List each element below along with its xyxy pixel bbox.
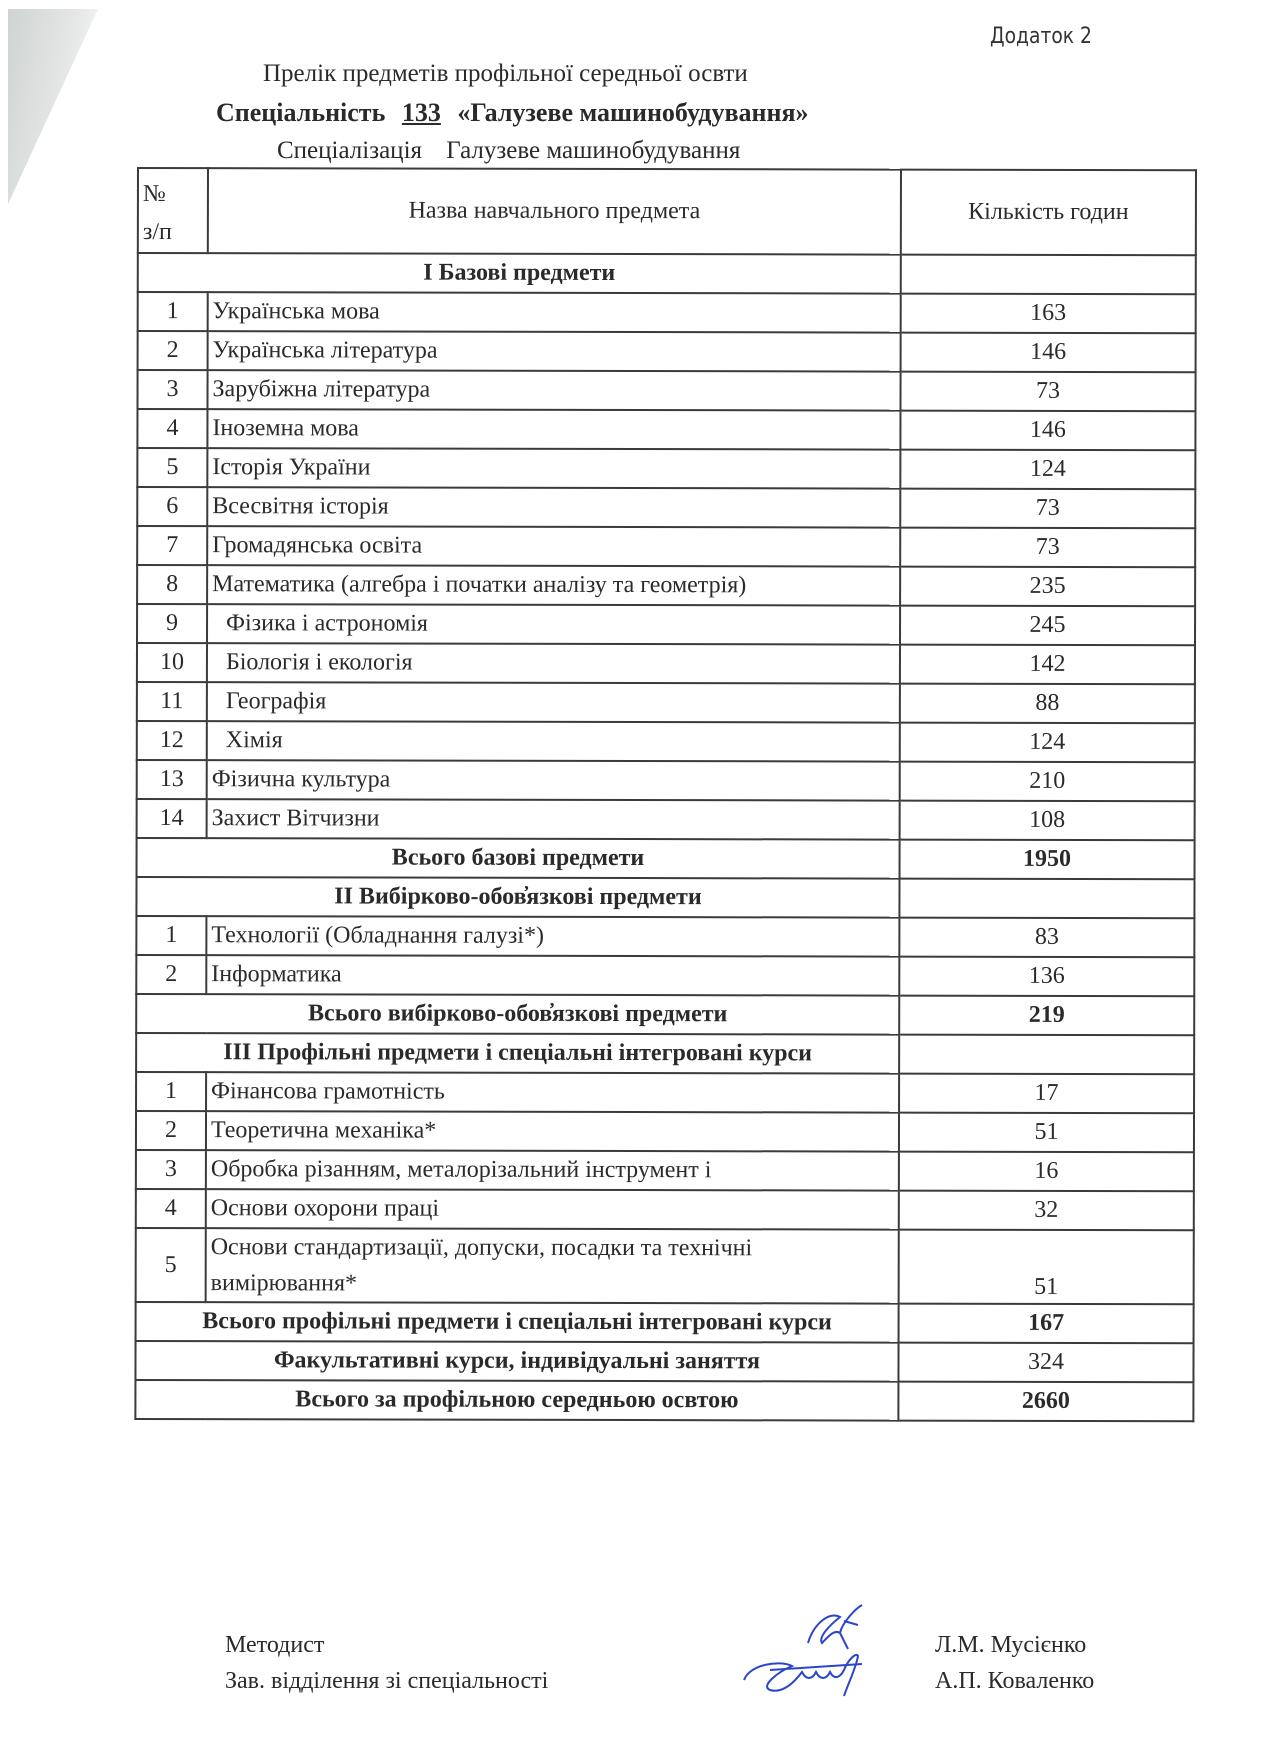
table-row: [137, 799, 1195, 840]
table-row: [136, 1228, 1194, 1304]
section-header-row: [138, 253, 1196, 294]
row-subject-name: Захист Вітчизни: [207, 799, 900, 839]
row-subject-name: Основи стандартизації, допуски, посадки та технічні вимірювання*: [206, 1228, 899, 1303]
row-subject-name: Географія: [207, 682, 900, 722]
section-title: ІІ Вибірково-обов̓язкові предмети: [136, 877, 899, 918]
electives-label: Факультативні курси, індивідуальні заняття: [135, 1341, 898, 1382]
section-total-label: Всього профільні предмети і спеціальні інтегровані курси: [136, 1302, 899, 1343]
table-row: [137, 682, 1195, 723]
table-row: [136, 955, 1194, 996]
row-subject-name: Зарубіжна література: [207, 370, 900, 410]
row-number: 7: [137, 526, 207, 565]
row-hours: 73: [900, 371, 1195, 411]
section-total-label: Всього вибірково-обов̓язкові предмети: [136, 994, 899, 1035]
row-number: 1: [136, 916, 206, 955]
row-hours: 235: [900, 566, 1195, 606]
row-hours: 124: [900, 722, 1195, 762]
table-row: [137, 604, 1195, 645]
table-row: [137, 760, 1195, 801]
document-title: Прелік предметів профільної середньої освти: [263, 60, 748, 87]
handwritten-signature-2: [740, 1650, 870, 1700]
section-total-row: [136, 994, 1194, 1035]
row-hours: 108: [900, 800, 1195, 840]
row-number: 2: [138, 331, 208, 370]
specialty-line: [216, 98, 1275, 128]
row-hours: 136: [899, 956, 1194, 996]
section-total-hours: 219: [899, 995, 1194, 1035]
specialty-name: «Галузеве машинобудування»: [457, 98, 809, 127]
table-row: [136, 1111, 1194, 1152]
row-number: 3: [137, 370, 207, 409]
row-subject-name: Українська література: [208, 331, 901, 371]
row-hours: 142: [900, 644, 1195, 684]
row-subject-name: Іноземна мова: [207, 409, 900, 449]
signatory-role: Зав. відділення зі спеціальності: [225, 1668, 549, 1694]
row-subject-name: Теоретична механіка*: [206, 1111, 899, 1151]
row-subject-name: Фізична культура: [207, 760, 900, 800]
row-hours: 163: [901, 293, 1196, 333]
row-subject-name: Біологія і екологія: [207, 643, 900, 683]
row-number: 2: [136, 955, 206, 994]
section-title: ІІІ Профільні предмети і спеціальні інтегровані курси: [136, 1033, 899, 1074]
specialization-line: [277, 137, 1275, 165]
table-row: [137, 448, 1195, 489]
signatory-name: А.П. Коваленко: [935, 1668, 1095, 1694]
row-number: 5: [136, 1228, 206, 1302]
row-number: 8: [137, 565, 207, 604]
row-number: 10: [137, 643, 207, 682]
signatory-role: Методист: [225, 1632, 325, 1658]
table-row: [138, 331, 1196, 372]
row-number: 9: [137, 604, 207, 643]
section-header-row: [136, 877, 1194, 918]
electives-hours: 324: [898, 1342, 1193, 1382]
row-hours: 32: [899, 1190, 1194, 1230]
row-number: 12: [137, 721, 207, 760]
row-hours: 83: [899, 917, 1194, 957]
section-total-row: [137, 838, 1195, 879]
row-hours: 16: [899, 1151, 1194, 1191]
empty-cell: [901, 254, 1196, 294]
row-number: 1: [138, 292, 208, 331]
row-hours: 51: [899, 1229, 1194, 1304]
row-hours: 73: [900, 527, 1195, 567]
header-number: [138, 168, 208, 253]
electives-row: [135, 1341, 1193, 1382]
signatory-name: Л.М. Мусієнко: [935, 1632, 1087, 1658]
section-total-hours: 1950: [900, 839, 1195, 879]
row-subject-name: Основи охорони праці: [206, 1189, 899, 1229]
row-hours: 245: [900, 605, 1195, 645]
table-row: [137, 409, 1195, 450]
table-row: [136, 1072, 1194, 1113]
specialty-code: 133: [401, 98, 441, 127]
row-subject-name: Фінансова грамотність: [206, 1072, 899, 1112]
row-number: 13: [137, 760, 207, 799]
row-number: 14: [137, 799, 207, 838]
table-row: [137, 526, 1195, 567]
row-hours: 146: [900, 410, 1195, 450]
grand-total-row: [135, 1380, 1193, 1421]
row-subject-name: Українська мова: [208, 292, 901, 332]
table-row: [136, 1150, 1194, 1191]
row-number: 6: [137, 487, 207, 526]
table-row: [137, 565, 1195, 606]
row-subject-name: Обробка різанням, металорізальний інструмент і: [206, 1150, 899, 1190]
row-hours: 124: [900, 449, 1195, 489]
empty-cell: [899, 878, 1194, 918]
row-hours: 17: [899, 1073, 1194, 1113]
row-subject-name: Всесвітня історія: [207, 487, 900, 527]
curriculum-table: [134, 167, 1197, 1422]
table-header-row: [138, 168, 1196, 255]
row-subject-name: Хімія: [207, 721, 900, 761]
row-number: 4: [136, 1189, 206, 1228]
table-row: [137, 370, 1195, 411]
row-number: 5: [137, 448, 207, 487]
row-subject-name: Технології (Обладнання галузі*): [206, 916, 899, 956]
page-fold-shadow: [8, 9, 98, 204]
specialty-label: Спеціальність: [216, 98, 386, 127]
row-number: 3: [136, 1150, 206, 1189]
table-row: [136, 916, 1194, 957]
row-hours: 88: [900, 683, 1195, 723]
row-hours: 146: [901, 332, 1196, 372]
row-hours: 51: [899, 1112, 1194, 1152]
specialization-label: Спеціалізація: [277, 137, 423, 164]
empty-cell: [899, 1034, 1194, 1074]
section-total-row: [136, 1302, 1194, 1343]
table-row: [137, 487, 1195, 528]
header-number-symbol: №: [142, 181, 166, 208]
grand-total-label: Всього за профільною середньою освтою: [135, 1380, 898, 1421]
section-total-hours: 167: [899, 1303, 1194, 1343]
table-row: [138, 292, 1196, 333]
row-number: 1: [136, 1072, 206, 1111]
row-hours: 73: [900, 488, 1195, 528]
row-subject-name: Математика (алгебра і початки аналізу та геометрія): [207, 565, 900, 605]
header-subject-name: Назва навчального предмета: [208, 168, 901, 254]
row-hours: 210: [900, 761, 1195, 801]
table-row: [137, 643, 1195, 684]
row-number: 2: [136, 1111, 206, 1150]
header-number-abbr: з/п: [142, 219, 172, 246]
section-title: І Базові предмети: [138, 253, 901, 294]
grand-total-hours: 2660: [898, 1381, 1193, 1421]
row-subject-name: Фізика і астрономія: [207, 604, 900, 644]
row-subject-name: Громадянська освіта: [207, 526, 900, 566]
specialization-name: Галузеве машинобудування: [446, 137, 741, 164]
header-hours: Кількість годин: [901, 170, 1196, 255]
row-subject-name: Інформатика: [206, 955, 899, 995]
row-number: 4: [137, 409, 207, 448]
table-row: [136, 1189, 1194, 1230]
row-subject-name: Історія України: [207, 448, 900, 488]
section-header-row: [136, 1033, 1194, 1074]
appendix-label: Додаток 2: [990, 24, 1092, 49]
table-row: [137, 721, 1195, 762]
section-total-label: Всього базові предмети: [137, 838, 900, 879]
row-number: 11: [137, 682, 207, 721]
